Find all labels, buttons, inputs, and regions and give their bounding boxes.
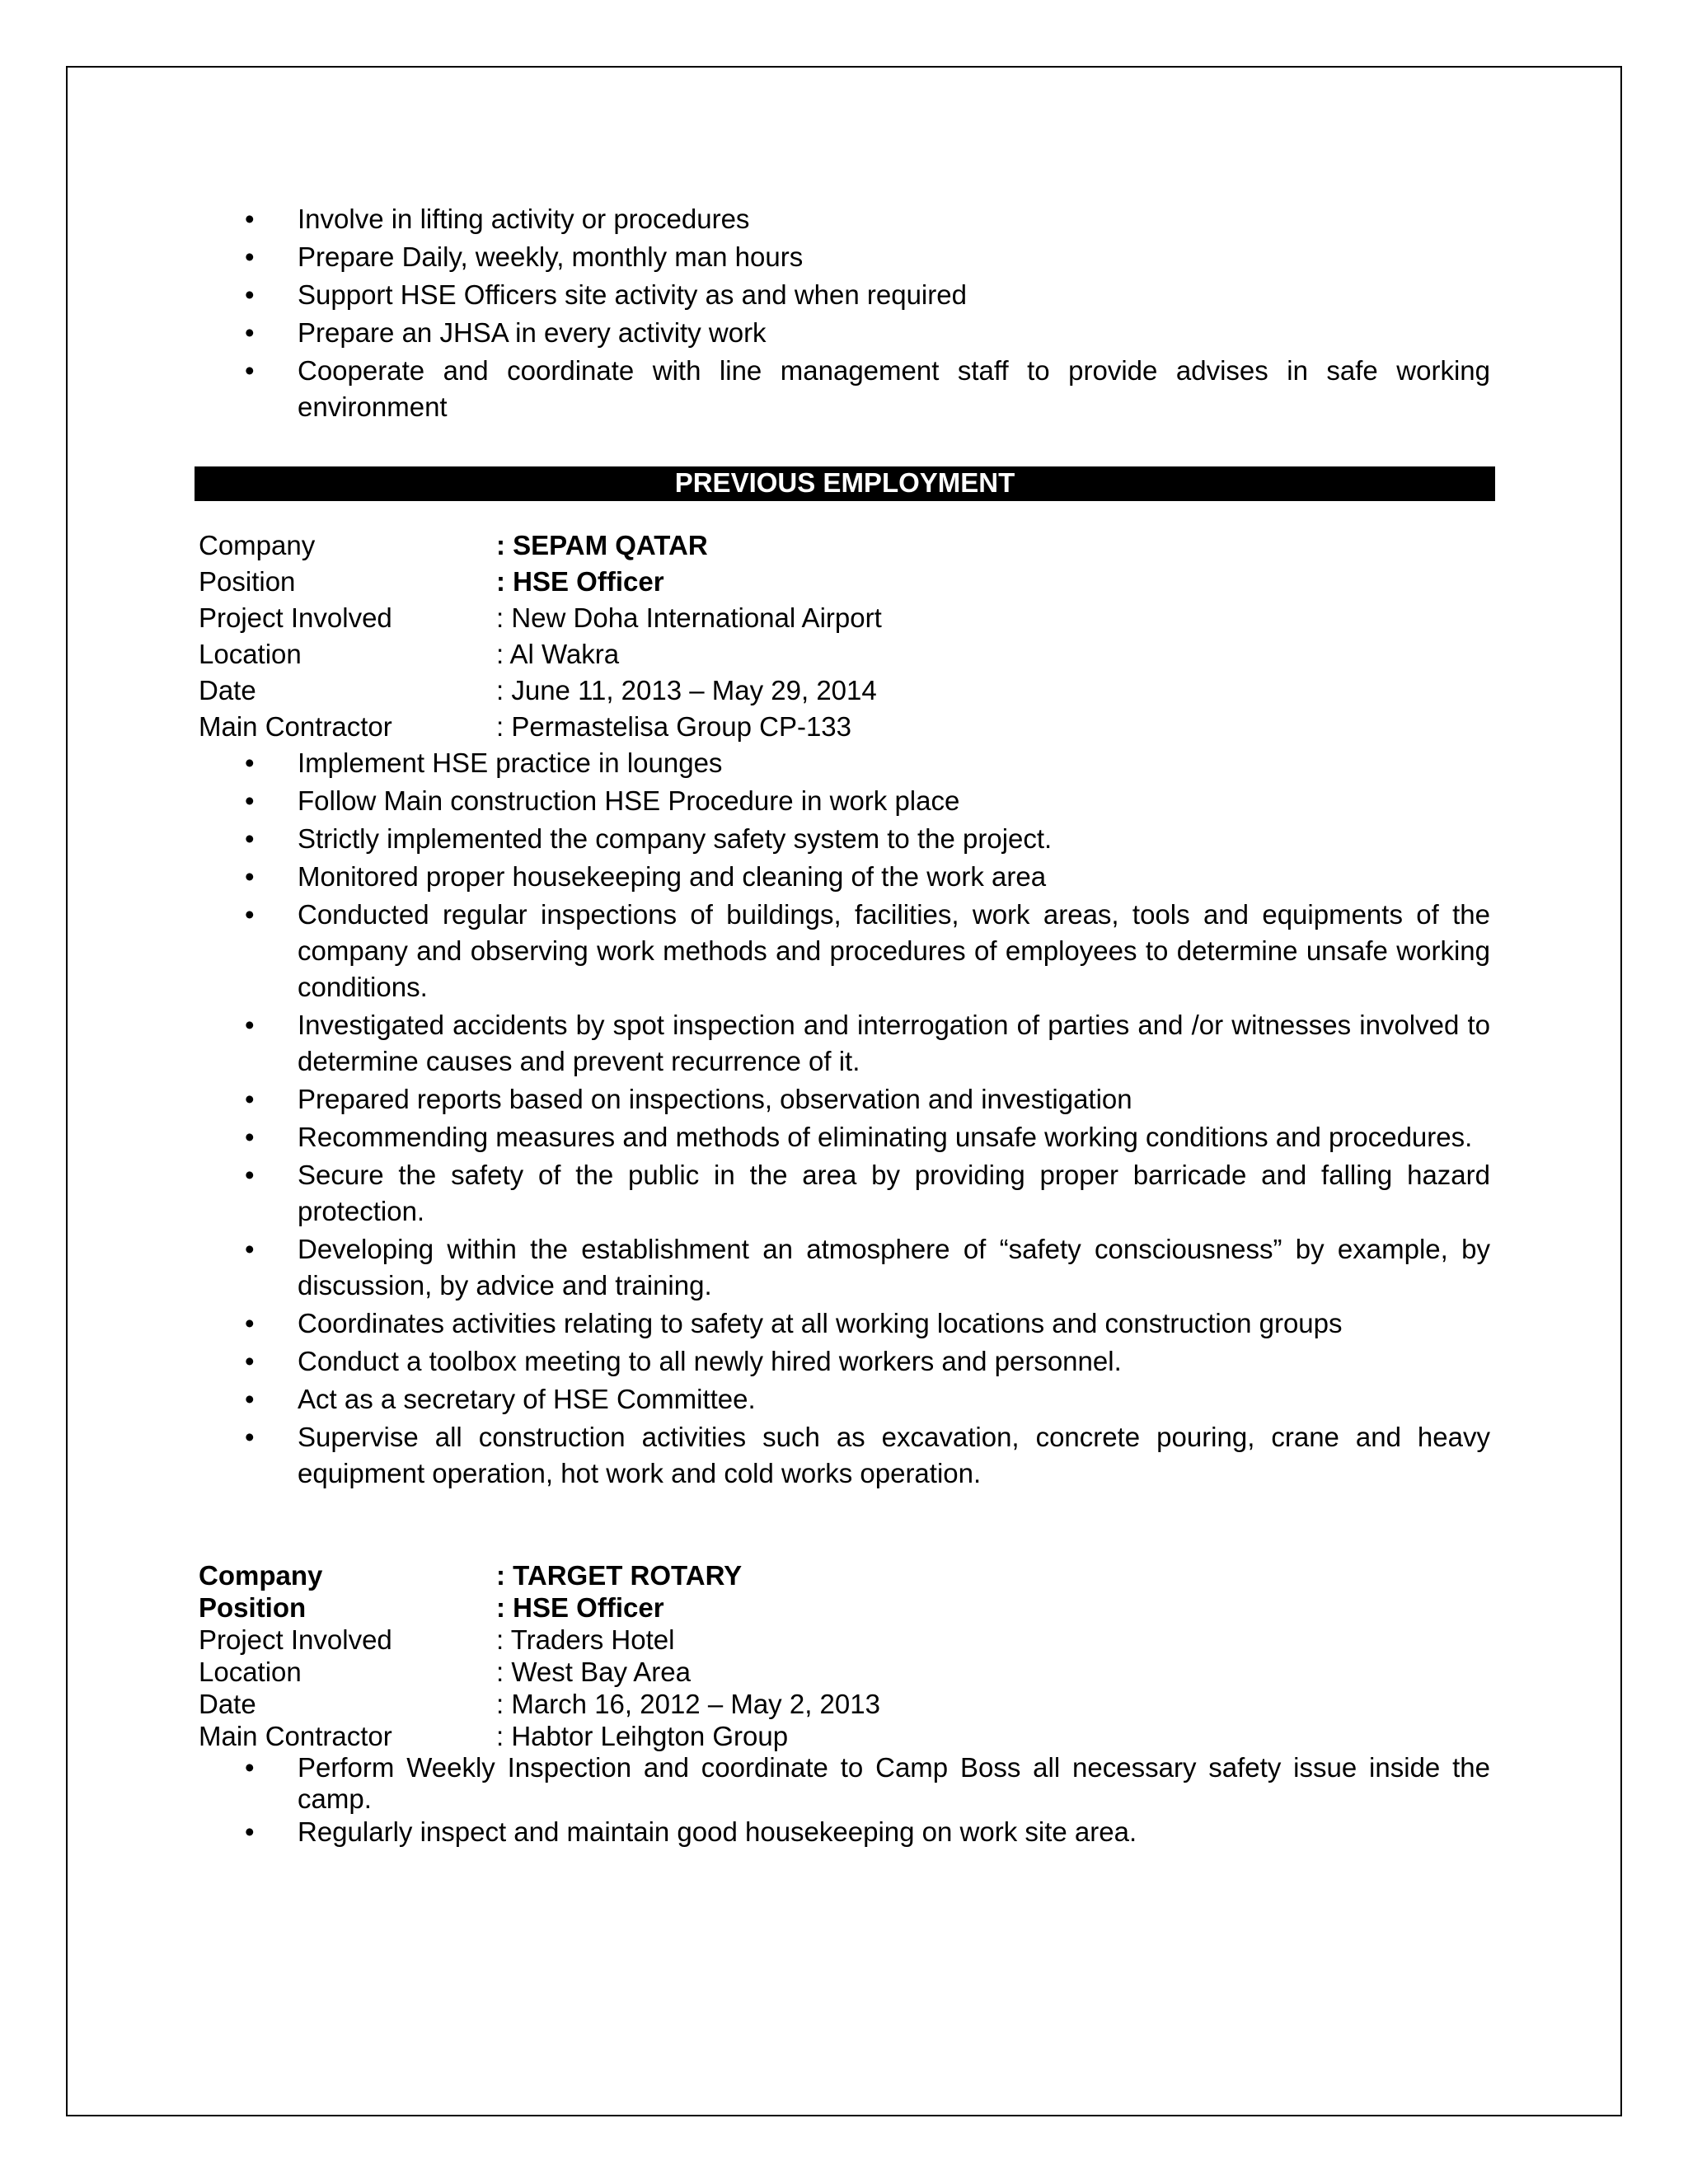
list-item: • Follow Main construction HSE Procedure in work place <box>193 783 1490 819</box>
info-row-contractor <box>199 709 882 745</box>
info-row-company <box>199 1559 880 1591</box>
location-value: : Al Wakra <box>496 639 620 669</box>
position-value: : HSE Officer <box>496 1592 664 1623</box>
list-item: • Prepare Daily, weekly, monthly man hours <box>193 239 1490 275</box>
info-row-location <box>199 636 882 673</box>
top-bullet-list <box>193 201 1490 425</box>
list-item: • Prepare an JHSA in every activity work <box>193 315 1490 351</box>
date-value: : March 16, 2012 – May 2, 2013 <box>496 1689 880 1719</box>
list-item: • Implement HSE practice in lounges <box>193 745 1490 781</box>
list-item: • Coordinates activities relating to safety at all working locations and construction groups <box>193 1305 1490 1342</box>
project-value: : Traders Hotel <box>496 1624 675 1655</box>
job1-info-table <box>199 527 882 745</box>
list-item: • Developing within the establishment an atmosphere of “safety consciousness” by example, by discussion, by advice and training. <box>193 1231 1490 1304</box>
project-label: Project Involved <box>199 602 392 633</box>
job2-duties-list <box>193 1752 1490 1848</box>
contractor-label: Main Contractor <box>199 1721 392 1751</box>
company-value: : TARGET ROTARY <box>496 1560 743 1591</box>
list-item: • Act as a secretary of HSE Committee. <box>193 1381 1490 1418</box>
date-value: : June 11, 2013 – May 29, 2014 <box>496 675 877 705</box>
info-row-position <box>199 564 882 600</box>
company-label: Company <box>199 530 316 560</box>
date-label: Date <box>199 675 256 705</box>
info-row-contractor <box>199 1720 880 1752</box>
list-item: • Perform Weekly Inspection and coordinate to Camp Boss all necessary safety issue inside the camp. <box>193 1752 1490 1815</box>
project-label: Project Involved <box>199 1624 392 1655</box>
location-label: Location <box>199 639 302 669</box>
info-row-position <box>199 1591 880 1624</box>
location-label: Location <box>199 1657 302 1687</box>
list-item: • Regularly inspect and maintain good housekeeping on work site area. <box>193 1816 1490 1848</box>
info-row-date <box>199 673 882 709</box>
list-item: • Monitored proper housekeeping and cleaning of the work area <box>193 859 1490 895</box>
company-label: Company <box>199 1560 323 1591</box>
list-item: • Cooperate and coordinate with line management staff to provide advises in safe working environment <box>193 353 1490 425</box>
job1-duties-list <box>193 745 1490 1492</box>
info-row-company <box>199 527 882 564</box>
info-row-project <box>199 600 882 636</box>
info-row-project <box>199 1624 880 1656</box>
company-value: : SEPAM QATAR <box>496 530 708 560</box>
position-label: Position <box>199 1592 307 1623</box>
list-item: • Support HSE Officers site activity as and when required <box>193 277 1490 313</box>
contractor-value: : Permastelisa Group CP-133 <box>496 711 852 742</box>
project-value: : New Doha International Airport <box>496 602 882 633</box>
list-item: • Conducted regular inspections of buildings, facilities, work areas, tools and equipments of the company and observing work methods and procedures of employees to determine unsafe working conditions. <box>193 897 1490 1005</box>
position-value: : HSE Officer <box>496 566 664 597</box>
info-row-location <box>199 1656 880 1688</box>
section-heading-previous-employment: PREVIOUS EMPLOYMENT <box>195 466 1495 501</box>
list-item: • Secure the safety of the public in the area by providing proper barricade and falling hazard protection. <box>193 1157 1490 1230</box>
list-item: • Strictly implemented the company safety system to the project. <box>193 821 1490 857</box>
list-item: • Conduct a toolbox meeting to all newly hired workers and personnel. <box>193 1343 1490 1380</box>
list-item: • Recommending measures and methods of eliminating unsafe working conditions and procedures. <box>193 1119 1490 1155</box>
list-item: • Investigated accidents by spot inspection and interrogation of parties and /or witnesses involved to determine causes and prevent recurrence of it. <box>193 1007 1490 1080</box>
list-item: • Prepared reports based on inspections, observation and investigation <box>193 1081 1490 1118</box>
contractor-value: : Habtor Leihgton Group <box>496 1721 789 1751</box>
resume-page-content <box>193 201 1490 1849</box>
contractor-label: Main Contractor <box>199 711 392 742</box>
info-row-date <box>199 1688 880 1720</box>
location-value: : West Bay Area <box>496 1657 691 1687</box>
list-item: • Involve in lifting activity or procedures <box>193 201 1490 237</box>
position-label: Position <box>199 566 296 597</box>
job2-info-table <box>199 1559 880 1752</box>
date-label: Date <box>199 1689 256 1719</box>
list-item: • Supervise all construction activities such as excavation, concrete pouring, crane and heavy equipment operation, hot work and cold works operation. <box>193 1419 1490 1492</box>
